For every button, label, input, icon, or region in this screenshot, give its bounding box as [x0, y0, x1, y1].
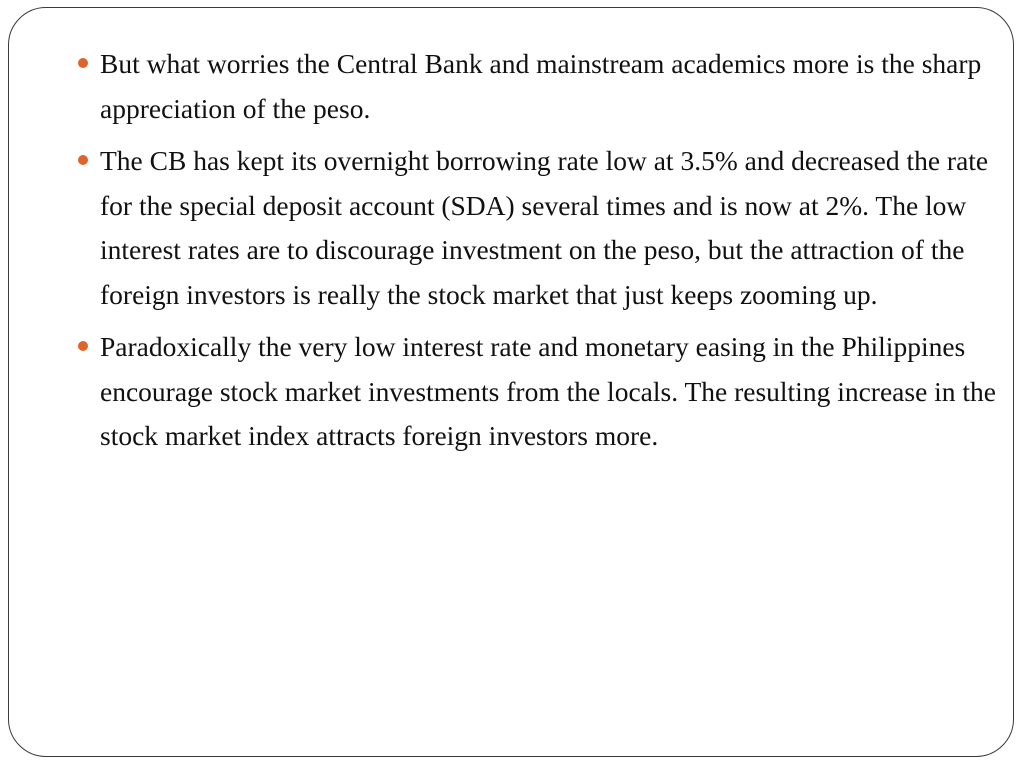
bullet-text: Paradoxically the very low interest rate and monetary easing in the Philippines encourage stock market investments from the locals. The resulting increase in the stock market index attracts foreign investors more.	[100, 331, 997, 451]
bullet-dot-icon	[78, 58, 88, 68]
bullet-dot-icon	[78, 155, 88, 165]
bullet-item-borrowing-rate	[78, 139, 1018, 317]
bullet-item-appreciation	[78, 42, 1018, 131]
bullet-item-monetary-easing	[78, 325, 1018, 459]
bullet-text: But what worries the Central Bank and mainstream academics more is the sharp appreciation of the peso.	[100, 48, 982, 124]
bullet-list	[78, 42, 1018, 467]
bullet-dot-icon	[78, 341, 88, 351]
bullet-text: The CB has kept its overnight borrowing rate low at 3.5% and decreased the rate for the special deposit account (SDA) several times and is now at 2%. The low interest rates are to discourage investment on the peso, but the attraction of the foreign investors is really the stock market that just keeps zooming up.	[100, 145, 989, 310]
